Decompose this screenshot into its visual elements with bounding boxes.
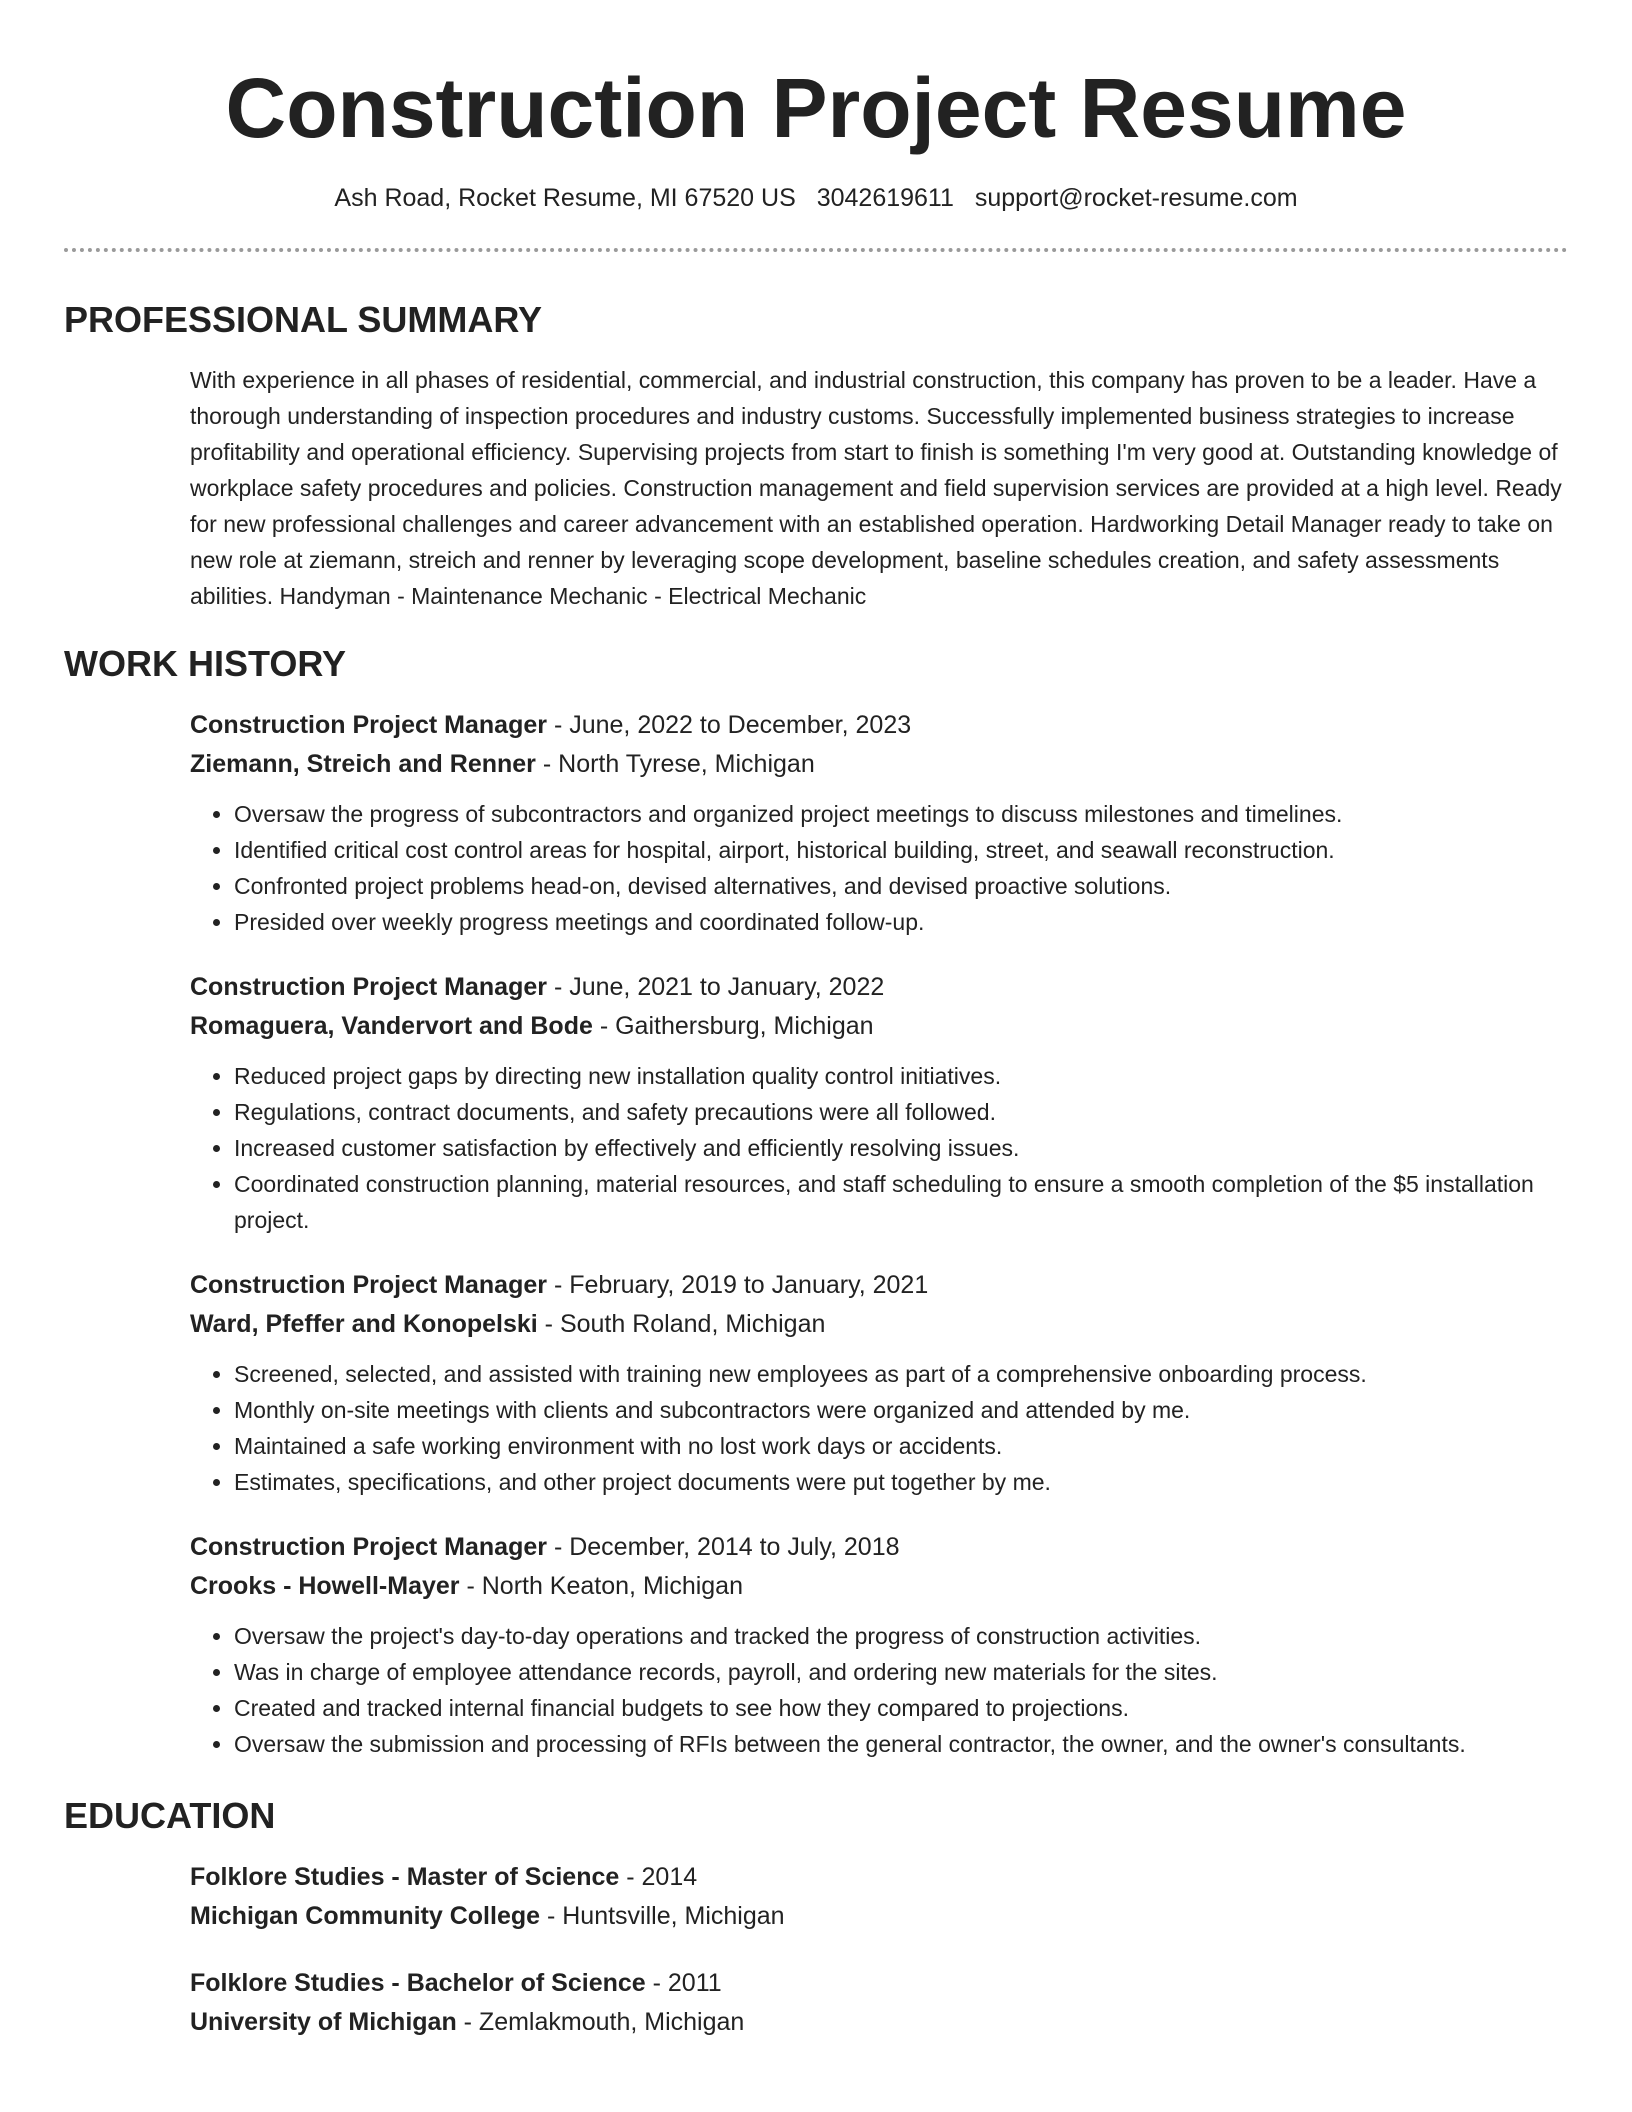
section-title-work: WORK HISTORY — [64, 643, 347, 684]
job-dates: - June, 2021 to January, 2022 — [547, 973, 885, 1001]
contact-email: support@rocket-resume.com — [974, 184, 1298, 212]
job-bullet: • Oversaw the progress of subcontractors and organized project meetings to discuss milestones and timelines. — [234, 796, 1568, 832]
job-entry — [190, 1528, 1568, 1762]
job-list — [190, 706, 1568, 1762]
education-entry — [190, 1964, 1568, 2042]
school-name: Michigan Community College — [190, 1902, 541, 1930]
job-entry — [190, 1266, 1568, 1500]
job-company: Crooks - Howell-Mayer — [190, 1572, 460, 1600]
degree-year: - 2014 — [619, 1863, 698, 1891]
job-entry — [190, 968, 1568, 1238]
job-company-line — [190, 1007, 1568, 1046]
degree-name: Folklore Studies - Bachelor of Science — [190, 1969, 646, 1997]
job-bullets — [190, 1618, 1568, 1762]
job-company-line — [190, 745, 1568, 784]
job-bullet: • Oversaw the project's day-to-day operations and tracked the progress of construction activities. — [234, 1618, 1568, 1654]
job-role-line — [190, 1266, 1568, 1305]
job-entry — [190, 706, 1568, 940]
job-bullets — [190, 1356, 1568, 1500]
job-role: Construction Project Manager — [190, 973, 547, 1001]
job-bullet: • Regulations, contract documents, and safety precautions were all followed. — [234, 1094, 1568, 1130]
job-dates: - December, 2014 to July, 2018 — [547, 1533, 900, 1561]
job-company-line — [190, 1305, 1568, 1344]
job-role: Construction Project Manager — [190, 1271, 547, 1299]
degree-year: - 2011 — [645, 1969, 722, 1997]
job-bullet: • Increased customer satisfaction by effectively and efficiently resolving issues. — [234, 1130, 1568, 1166]
job-location: - North Keaton, Michigan — [459, 1572, 743, 1600]
job-bullet: • Confronted project problems head-on, devised alternatives, and devised proactive solutions. — [234, 868, 1568, 904]
job-company: Ziemann, Streich and Renner — [190, 750, 536, 778]
education-section — [64, 1794, 1568, 2042]
work-history-section — [64, 642, 1568, 1762]
degree-name: Folklore Studies - Master of Science — [190, 1863, 620, 1891]
degree-line — [190, 1964, 1568, 2003]
job-bullets — [190, 796, 1568, 940]
education-entry — [190, 1858, 1568, 1936]
job-location: - South Roland, Michigan — [537, 1310, 826, 1338]
job-company: Romaguera, Vandervort and Bode — [190, 1012, 593, 1040]
job-bullet: • Oversaw the submission and processing of RFIs between the general contractor, the owner, and the owner's consultants. — [234, 1726, 1568, 1762]
job-role: Construction Project Manager — [190, 1533, 547, 1561]
summary-text: With experience in all phases of residential, commercial, and industrial construction, this company has proven to be a leader. Have a thorough understanding of inspection procedures and industry customs. Successfully implemented business strategies to increase profitability and operational efficiency. Supervising projects from start to finish is something I'm very good at. Outstanding knowledge of workplace safety procedures and policies. Construction management and field supervision services are provided at a high level. Ready for new professional challenges and career advancement with an established operation. Hardworking Detail Manager ready to take on new role at ziemann, streich and renner by leveraging scope development, baseline schedules creation, and safety assessments abilities. Handyman - Maintenance Mechanic - Electrical Mechanic — [190, 367, 1562, 609]
job-bullet: • Created and tracked internal financial budgets to see how they compared to projections. — [234, 1690, 1568, 1726]
contact-phone: 3042619611 — [816, 184, 954, 212]
job-location: - Gaithersburg, Michigan — [592, 1012, 874, 1040]
education-list — [190, 1858, 1568, 2042]
job-company-line — [190, 1567, 1568, 1606]
job-bullet: • Estimates, specifications, and other project documents were put together by me. — [234, 1464, 1568, 1500]
resume-title: Construction Project Resume — [225, 61, 1407, 155]
job-dates: - June, 2022 to December, 2023 — [547, 711, 912, 739]
job-bullet: • Identified critical cost control areas for hospital, airport, historical building, street, and seawall reconstruction. — [234, 832, 1568, 868]
job-bullet: • Coordinated construction planning, material resources, and staff scheduling to ensure a smooth completion of the $5 installation project. — [234, 1166, 1568, 1238]
job-location: - North Tyrese, Michigan — [535, 750, 815, 778]
section-title-summary: PROFESSIONAL SUMMARY — [64, 299, 543, 340]
school-line — [190, 2003, 1568, 2042]
school-location: - Huntsville, Michigan — [540, 1902, 785, 1930]
contact-line — [64, 182, 1568, 214]
job-bullet: • Maintained a safe working environment with no lost work days or accidents. — [234, 1428, 1568, 1464]
job-role-line — [190, 706, 1568, 745]
school-name: University of Michigan — [190, 2008, 457, 2036]
school-location: - Zemlakmouth, Michigan — [456, 2008, 745, 2036]
contact-address: Ash Road, Rocket Resume, MI 67520 US — [334, 184, 796, 212]
job-bullet: • Reduced project gaps by directing new installation quality control initiatives. — [234, 1058, 1568, 1094]
job-role-line — [190, 968, 1568, 1007]
job-bullets — [190, 1058, 1568, 1238]
school-line — [190, 1897, 1568, 1936]
resume-header — [64, 62, 1568, 252]
professional-summary-section — [64, 298, 1568, 614]
job-company: Ward, Pfeffer and Konopelski — [190, 1310, 538, 1338]
job-role: Construction Project Manager — [190, 711, 547, 739]
header-divider — [64, 248, 1568, 252]
section-title-education: EDUCATION — [64, 1795, 276, 1836]
job-bullet: • Monthly on-site meetings with clients and subcontractors were organized and attended by me. — [234, 1392, 1568, 1428]
job-bullet: • Presided over weekly progress meetings and coordinated follow-up. — [234, 904, 1568, 940]
job-bullet: • Screened, selected, and assisted with training new employees as part of a comprehensive onboarding process. — [234, 1356, 1568, 1392]
job-role-line — [190, 1528, 1568, 1567]
resume-page — [64, 0, 1568, 2042]
job-dates: - February, 2019 to January, 2021 — [547, 1271, 929, 1299]
job-bullet: • Was in charge of employee attendance records, payroll, and ordering new materials for the sites. — [234, 1654, 1568, 1690]
degree-line — [190, 1858, 1568, 1897]
